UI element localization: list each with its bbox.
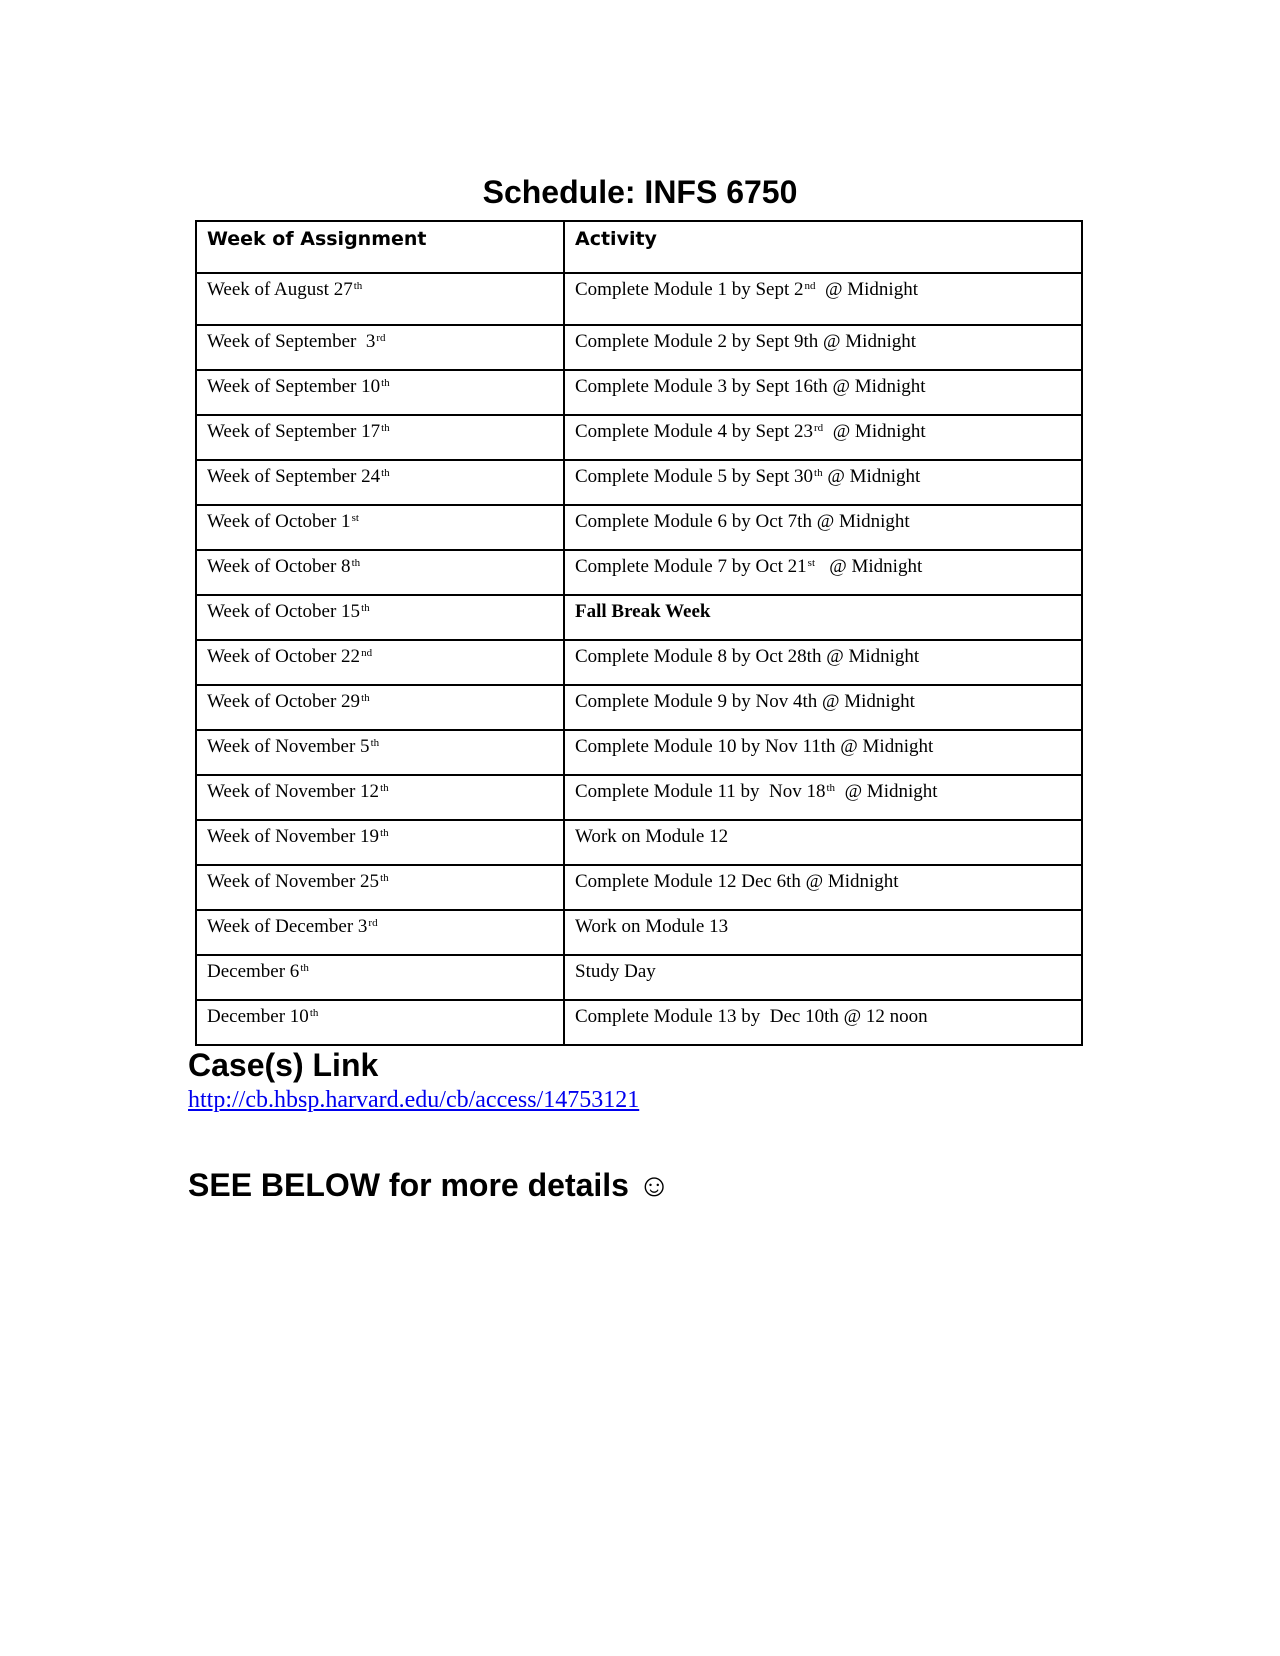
week-text: Week of November 25 — [207, 871, 380, 892]
week-cell — [196, 640, 564, 685]
week-cell — [196, 460, 564, 505]
activity-text: Complete Module 1 by Sept 2 — [575, 279, 804, 300]
table-row — [196, 505, 1082, 550]
column-header-week: Week of Assignment — [196, 221, 564, 273]
week-cell — [196, 273, 564, 325]
activity-text: Fall Break Week — [575, 601, 711, 622]
week-ordinal-suffix: th — [380, 782, 389, 794]
activity-ordinal-suffix: th — [826, 782, 836, 794]
week-ordinal-suffix: th — [381, 377, 390, 389]
week-ordinal-suffix: th — [353, 280, 363, 292]
table-row — [196, 685, 1082, 730]
activity-text: Work on Module 12 — [575, 826, 729, 847]
activity-text: Complete Module 10 by Nov 11th @ Midnight — [575, 736, 934, 757]
week-cell — [196, 910, 564, 955]
activity-ordinal-suffix: th — [814, 467, 823, 479]
activity-text: Complete Module 13 by Dec 10th @ 12 noon — [575, 1006, 928, 1027]
activity-cell — [564, 415, 1082, 460]
table-row — [196, 595, 1082, 640]
activity-text: Complete Module 6 by Oct 7th @ Midnight — [575, 511, 910, 532]
table-row — [196, 820, 1082, 865]
week-cell — [196, 325, 564, 370]
week-text: Week of September 3 — [207, 331, 376, 352]
cases-heading: Case(s) Link — [188, 1047, 379, 1083]
week-text: Week of November 19 — [207, 826, 380, 847]
week-text: Week of September 10 — [207, 376, 381, 397]
week-text: December 10 — [207, 1006, 309, 1027]
table-row — [196, 273, 1082, 325]
week-cell — [196, 550, 564, 595]
activity-cell — [564, 460, 1082, 505]
activity-cell — [564, 775, 1082, 820]
activity-text: Complete Module 3 by Sept 16th @ Midnight — [575, 376, 926, 397]
activity-deadline-text: @ Midnight — [835, 781, 938, 802]
activity-text: Complete Module 12 Dec 6th @ Midnight — [575, 871, 899, 892]
week-cell — [196, 865, 564, 910]
week-text: Week of November 5 — [207, 736, 370, 757]
week-cell — [196, 685, 564, 730]
table-row — [196, 460, 1082, 505]
activity-text: Complete Module 11 by Nov 18 — [575, 781, 826, 802]
activity-ordinal-suffix: rd — [814, 422, 824, 434]
week-cell — [196, 370, 564, 415]
activity-text: Work on Module 13 — [575, 916, 729, 937]
week-ordinal-suffix: th — [370, 737, 380, 749]
activity-cell — [564, 1000, 1082, 1045]
activity-cell — [564, 640, 1082, 685]
activity-cell — [564, 325, 1082, 370]
table-row — [196, 955, 1082, 1000]
week-ordinal-suffix: th — [309, 1007, 319, 1019]
week-text: Week of December 3 — [207, 916, 368, 937]
schedule-body — [196, 273, 1082, 1045]
table-row — [196, 325, 1082, 370]
activity-cell — [564, 505, 1082, 550]
week-ordinal-suffix: st — [351, 512, 359, 524]
week-cell — [196, 1000, 564, 1045]
column-header-activity: Activity — [564, 221, 1082, 273]
activity-cell — [564, 550, 1082, 595]
week-cell — [196, 415, 564, 460]
activity-cell — [564, 865, 1082, 910]
activity-text: Complete Module 4 by Sept 23 — [575, 421, 814, 442]
activity-deadline-text: @ Midnight — [823, 421, 926, 442]
week-cell — [196, 730, 564, 775]
activity-cell — [564, 910, 1082, 955]
activity-cell — [564, 820, 1082, 865]
table-row — [196, 775, 1082, 820]
week-ordinal-suffix: th — [381, 467, 390, 479]
activity-deadline-text: @ Midnight — [815, 279, 918, 300]
week-cell — [196, 505, 564, 550]
table-row — [196, 730, 1082, 775]
week-ordinal-suffix: th — [380, 827, 389, 839]
activity-deadline-text: @ Midnight — [822, 466, 921, 487]
table-row — [196, 370, 1082, 415]
week-text: Week of September 17 — [207, 421, 381, 442]
activity-cell — [564, 370, 1082, 415]
table-row — [196, 415, 1082, 460]
week-ordinal-suffix: th — [381, 422, 390, 434]
week-cell — [196, 955, 564, 1000]
activity-text: Complete Module 7 by Oct 21 — [575, 556, 807, 577]
activity-ordinal-suffix: nd — [804, 280, 816, 292]
week-ordinal-suffix: th — [351, 557, 361, 569]
activity-text: Complete Module 2 by Sept 9th @ Midnight — [575, 331, 917, 352]
activity-text: Study Day — [575, 961, 656, 982]
page-title: Schedule: INFS 6750 — [482, 174, 798, 210]
week-text: Week of October 22 — [207, 646, 361, 667]
activity-deadline-text: @ Midnight — [815, 556, 923, 577]
cases-link[interactable]: http://cb.hbsp.harvard.edu/cb/access/14753121 — [188, 1087, 640, 1113]
week-ordinal-suffix: nd — [361, 647, 373, 659]
table-row — [196, 550, 1082, 595]
week-cell — [196, 595, 564, 640]
table-row — [196, 865, 1082, 910]
activity-cell — [564, 685, 1082, 730]
activity-text: Complete Module 5 by Sept 30 — [575, 466, 814, 487]
table-row — [196, 910, 1082, 955]
week-text: Week of October 1 — [207, 511, 351, 532]
week-text: Week of October 15 — [207, 601, 361, 622]
activity-cell — [564, 730, 1082, 775]
see-below-note: SEE BELOW for more details ☺ — [188, 1167, 671, 1203]
week-ordinal-suffix: rd — [376, 332, 386, 344]
week-text: Week of September 24 — [207, 466, 381, 487]
week-ordinal-suffix: th — [361, 692, 370, 704]
week-ordinal-suffix: th — [380, 872, 389, 884]
week-ordinal-suffix: th — [300, 962, 309, 974]
activity-cell — [564, 595, 1082, 640]
week-ordinal-suffix: th — [361, 602, 370, 614]
week-ordinal-suffix: rd — [368, 917, 378, 929]
table-header-row — [196, 221, 1082, 273]
week-text: Week of October 29 — [207, 691, 361, 712]
week-cell — [196, 775, 564, 820]
activity-cell — [564, 955, 1082, 1000]
week-text: Week of November 12 — [207, 781, 380, 802]
schedule-table — [195, 220, 1083, 1046]
week-cell — [196, 820, 564, 865]
activity-ordinal-suffix: st — [807, 557, 816, 569]
activity-cell — [564, 273, 1082, 325]
week-text: Week of October 8 — [207, 556, 351, 577]
table-row — [196, 1000, 1082, 1045]
activity-text: Complete Module 8 by Oct 28th @ Midnight — [575, 646, 920, 667]
week-text: December 6 — [207, 961, 300, 982]
activity-text: Complete Module 9 by Nov 4th @ Midnight — [575, 691, 915, 712]
week-text: Week of August 27 — [207, 279, 353, 300]
table-row — [196, 640, 1082, 685]
